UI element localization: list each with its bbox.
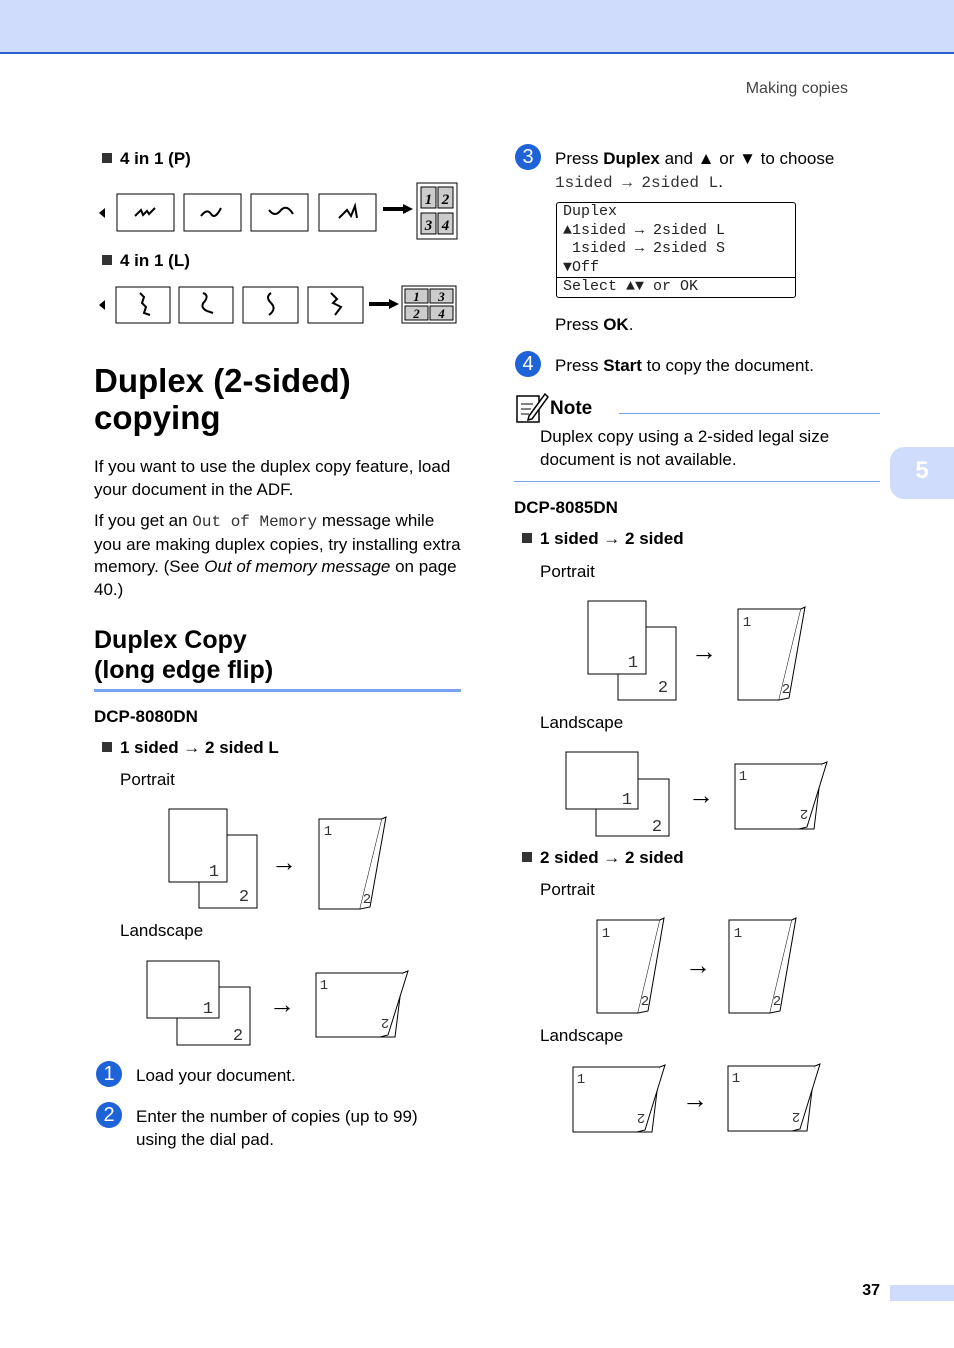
svg-text:→: → xyxy=(685,951,711,980)
result-cell: 1 xyxy=(413,289,420,304)
intro-paragraph: If you want to use the duplex copy feature, load your document in the ADF. xyxy=(94,457,451,499)
bullet-2sided-2sided: 2 sided → 2 sided xyxy=(522,848,684,868)
svg-text:→: → xyxy=(271,848,297,877)
footer-bar xyxy=(890,1285,954,1301)
svg-text:2: 2 xyxy=(657,679,669,698)
8085-landscape-2sided-diagram xyxy=(565,1060,835,1140)
svg-text:1: 1 xyxy=(733,926,743,942)
step-1-text: Load your document. xyxy=(136,1066,296,1085)
svg-text:2: 2 xyxy=(651,818,663,837)
top-banner xyxy=(0,0,954,54)
result-cell: 4 xyxy=(441,218,450,234)
step-number: 2 xyxy=(96,1102,122,1128)
landscape-label: Landscape xyxy=(540,713,624,732)
step-3-text: Press Duplex and ▲ or ▼ to choose 1sided → 2sided L. xyxy=(555,149,835,192)
svg-text:2: 2 xyxy=(238,888,250,907)
svg-text:2: 2 xyxy=(640,994,650,1010)
press-ok-text: Press OK. xyxy=(555,315,634,334)
portrait-label: Portrait xyxy=(540,880,595,899)
bullet-1sided-2sided: 1 sided → 2 sided xyxy=(522,529,684,549)
model-8085-heading: DCP-8085DN xyxy=(514,498,618,517)
svg-text:1: 1 xyxy=(202,1000,214,1019)
svg-text:1: 1 xyxy=(323,824,333,840)
landscape-label: Landscape xyxy=(540,1026,624,1045)
bullet-4in1-landscape: 4 in 1 (L) xyxy=(102,251,190,271)
4in1-landscape-diagram xyxy=(95,283,465,327)
result-cell: 3 xyxy=(438,289,445,304)
note-label: Note xyxy=(550,398,593,419)
8085-portrait-diagram xyxy=(580,596,820,706)
svg-text:→: → xyxy=(688,781,714,810)
lcd-display: Duplex ▲1sided → 2sided L 1sided → 2sided S ▼Off Select ▲▼ or OK xyxy=(556,202,796,298)
result-cell: 3 xyxy=(424,218,433,234)
svg-text:1: 1 xyxy=(742,615,752,631)
memory-paragraph: If you get an Out of Memory message while you are making duplex copies, try installing extra memory. (See Out of memory message on page 40.) xyxy=(94,511,461,599)
portrait-label: Portrait xyxy=(540,562,595,581)
page-title: Duplex (2-sided) copying xyxy=(94,362,351,436)
8085-landscape-diagram xyxy=(560,748,840,840)
step-number: 3 xyxy=(515,144,541,170)
note-rule-bottom xyxy=(514,481,880,482)
4in1-portrait-diagram xyxy=(95,180,465,242)
svg-text:→: → xyxy=(269,990,295,1019)
model-8080-heading: DCP-8080DN xyxy=(94,707,198,726)
running-header: Making copies xyxy=(745,80,848,97)
result-cell: 4 xyxy=(438,306,445,321)
8085-portrait-2sided-diagram xyxy=(590,912,810,1020)
svg-text:→: → xyxy=(691,637,717,666)
8080-landscape-diagram xyxy=(140,957,420,1047)
svg-text:2: 2 xyxy=(380,1014,390,1030)
bullet-1sided-2sidedL: 1 sided → 2 sided L xyxy=(102,738,279,758)
result-cell: 2 xyxy=(441,192,450,208)
svg-text:1: 1 xyxy=(319,978,329,994)
svg-text:→: → xyxy=(682,1085,708,1114)
svg-text:2: 2 xyxy=(799,805,809,821)
svg-text:1: 1 xyxy=(738,769,748,785)
svg-text:1: 1 xyxy=(627,654,639,673)
chapter-tab[interactable]: 5 xyxy=(890,447,954,499)
note-pencil-icon xyxy=(515,390,549,424)
result-cell: 1 xyxy=(424,192,433,208)
portrait-label: Portrait xyxy=(120,770,175,789)
svg-text:2: 2 xyxy=(791,1108,801,1124)
section-rule xyxy=(94,689,461,692)
svg-text:1: 1 xyxy=(208,863,220,882)
svg-text:1: 1 xyxy=(621,791,633,810)
svg-text:2: 2 xyxy=(636,1109,646,1125)
bullet-4in1-portrait: 4 in 1 (P) xyxy=(102,149,191,169)
svg-text:1: 1 xyxy=(601,926,611,942)
result-cell: 2 xyxy=(413,306,420,321)
step-4-text: Press Start to copy the document. xyxy=(555,356,814,375)
section-heading: Duplex Copy (long edge flip) xyxy=(94,626,274,684)
svg-text:2: 2 xyxy=(781,682,791,698)
step-number: 1 xyxy=(96,1061,122,1087)
svg-text:1: 1 xyxy=(576,1072,586,1088)
svg-text:2: 2 xyxy=(362,892,372,908)
svg-text:2: 2 xyxy=(232,1027,244,1046)
note-rule-top xyxy=(619,413,880,414)
8080-portrait-diagram xyxy=(160,805,400,915)
note-text: Duplex copy using a 2-sided legal size document is not available. xyxy=(540,427,830,469)
svg-text:1: 1 xyxy=(731,1071,741,1087)
step-2-text: Enter the number of copies (up to 99) using the dial pad. xyxy=(136,1107,418,1149)
step-number: 4 xyxy=(515,351,541,377)
landscape-label: Landscape xyxy=(120,921,204,940)
page-number: 37 xyxy=(862,1282,880,1299)
svg-text:2: 2 xyxy=(772,994,782,1010)
